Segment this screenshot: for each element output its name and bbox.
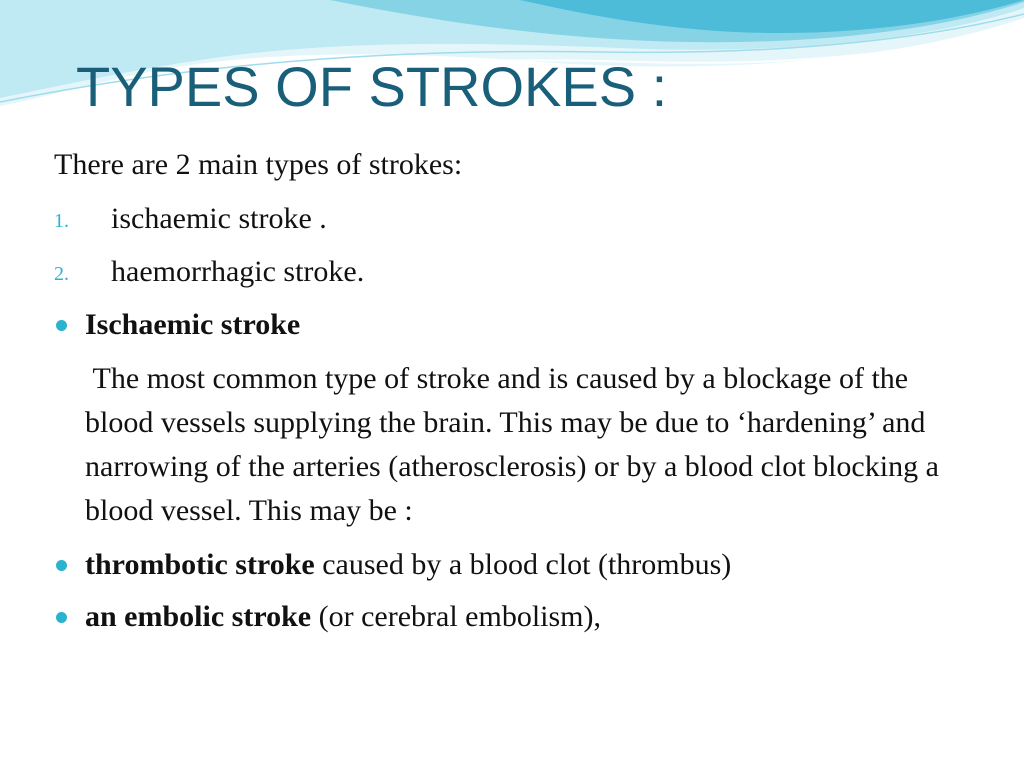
bullet-embolic xyxy=(54,595,974,639)
bullet-dot-icon xyxy=(56,560,67,571)
slide-title: TYPES OF STROKES : xyxy=(76,55,668,118)
numbered-item-text-1: ischaemic stroke . xyxy=(111,202,327,235)
bullet-thrombotic xyxy=(54,543,974,587)
bullet-dot-icon xyxy=(56,320,67,331)
number-marker-2: 2. xyxy=(54,263,69,285)
numbered-item-1 xyxy=(54,197,974,241)
ischaemic-description: The most common type of stroke and is caused by a blockage of the blood vessels supplying the brain. This may be due to ‘hardening’ and narrowing of the arteries (atherosclerosis) or by a blood clot blocking a blood vessel. This may be : xyxy=(85,362,947,527)
bullet-dot-icon xyxy=(56,612,67,623)
number-marker-1: 1. xyxy=(54,210,69,232)
numbered-item-text-2: haemorrhagic stroke. xyxy=(111,255,365,288)
slide-body xyxy=(54,143,974,639)
ischaemic-heading: Ischaemic stroke xyxy=(85,308,301,341)
embolic-rest: (or cerebral embolism), xyxy=(311,600,601,633)
thrombotic-rest: caused by a blood clot (thrombus) xyxy=(314,548,732,581)
bullet-ischaemic xyxy=(54,303,974,347)
embolic-bold: an embolic stroke xyxy=(85,600,312,633)
intro-text: There are 2 main types of strokes: xyxy=(54,148,463,181)
thrombotic-bold: thrombotic stroke xyxy=(85,548,315,581)
numbered-item-2 xyxy=(54,250,974,294)
